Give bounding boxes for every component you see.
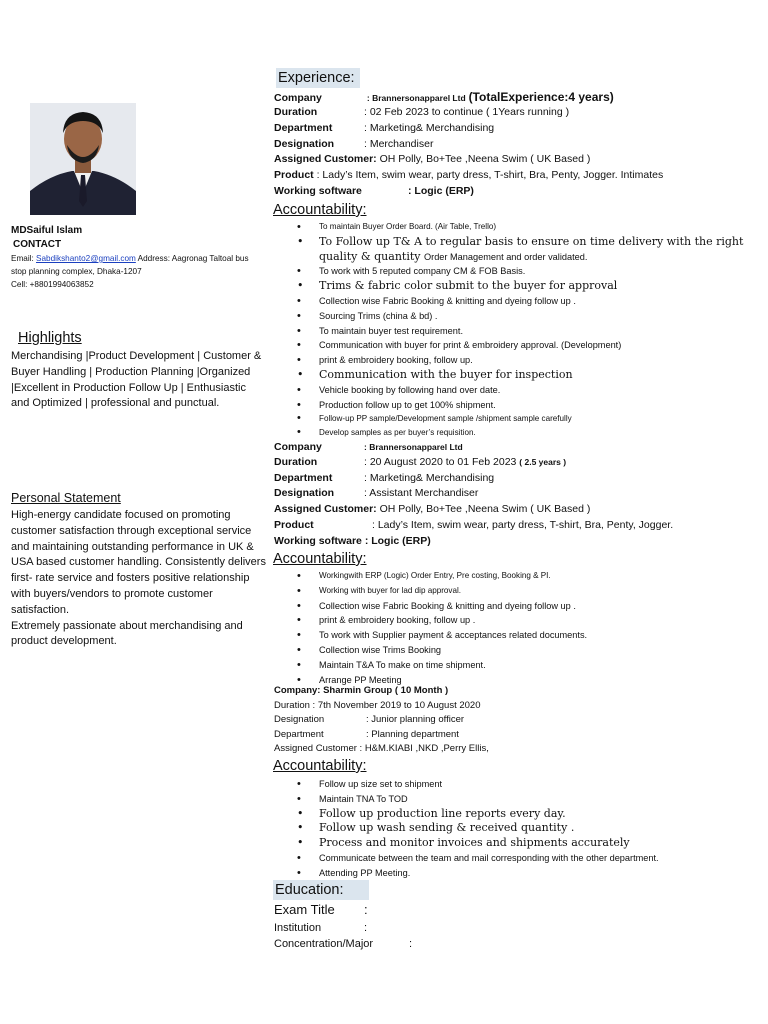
list-item: • Maintain TNA To TOD: [297, 792, 747, 807]
job3-designation-row: [274, 714, 464, 725]
job1-designation-row: [274, 138, 433, 150]
list-item: • Collection wise Fabric Booking & knitting and dyeing follow up .: [297, 294, 747, 309]
job2-designation-row: [274, 487, 478, 499]
job1-product-row: [274, 169, 663, 181]
company-key: Company: [274, 92, 322, 104]
job1-customer-row: [274, 153, 590, 165]
experience-heading: Experience:: [276, 68, 360, 88]
software-key: Working software: [274, 185, 362, 197]
product-value: : Lady’s Item, swim wear, party dress, T-shirt, Bra, Penty, Jogger. Intimates: [313, 169, 664, 181]
list-item: • To maintain buyer test requirement.: [297, 324, 747, 339]
duration-extra: ( 2.5 years ): [519, 457, 567, 467]
job2-product-row: [274, 519, 673, 531]
company-value: : Brannersonapparel Ltd: [364, 442, 463, 452]
designation-key: Designation: [274, 714, 325, 725]
job1-department-row: [274, 122, 494, 134]
product-key: Product: [274, 519, 314, 531]
customer-key: Assigned Customer:: [274, 503, 377, 515]
designation-key: Designation: [274, 487, 335, 499]
personal-statement-paragraph: High-energy candidate focused on promoting customer satisfaction through exceptional service and maintaining outstanding performance in UK & USA based customer handling. Consistently delivers first- rate service and fosters positive relationship with buyers/vendors to promote customer satisfaction.: [11, 509, 266, 616]
company-value: Sharmin Group ( 10 Month ): [320, 685, 449, 696]
list-item: • Attending PP Meeting.: [297, 866, 747, 881]
concentration-row: [274, 938, 412, 954]
duration-key: Duration: [274, 106, 318, 118]
education-heading: Education:: [273, 880, 369, 900]
job3-customer-row: Assigned Customer : H&M.KIABI ,NKD ,Perry Ellis,: [274, 743, 489, 754]
list-item: • Follow-up PP sample/Development sample /shipment sample carefully: [297, 412, 747, 426]
designation-value: : Junior planning officer: [366, 714, 465, 725]
job1-duty-list: [297, 220, 747, 439]
concentration-value: :: [409, 938, 413, 950]
software-key: Working software : Logic (ERP): [274, 535, 431, 547]
job3-department-row: [274, 729, 459, 740]
job2-customer-row: [274, 503, 590, 515]
customer-value: OH Polly, Bo+Tee ,Neena Swim ( UK Based ): [376, 503, 591, 515]
list-item: • To maintain Buyer Order Board. (Air Table, Trello): [297, 220, 747, 235]
list-item: • Process and monitor invoices and shipments accurately: [297, 836, 747, 851]
exam-title-value: :: [364, 902, 368, 917]
list-item: • Communication with buyer for print & embroidery approval. (Development): [297, 338, 747, 353]
company-key: Company:: [274, 685, 321, 696]
contact-label: CONTACT: [13, 239, 62, 250]
product-key: Product: [274, 169, 314, 181]
personal-statement-text: [11, 508, 266, 650]
department-value: : Planning department: [366, 729, 459, 740]
job3-company-row: [274, 685, 448, 696]
list-item: • Follow up wash sending & received quantity .: [297, 821, 747, 836]
list-item: • Follow up production line reports every day.: [297, 807, 747, 822]
accountability-heading: Accountability:: [273, 758, 367, 774]
department-key: Department: [274, 122, 333, 134]
designation-value: : Assistant Merchandiser: [364, 487, 479, 499]
department-key: Department: [274, 472, 333, 484]
contact-details: [11, 252, 261, 291]
exam-title-row: [274, 902, 412, 922]
job1-software-row: [274, 185, 474, 197]
list-item: • Trims & fabric color submit to the buyer for approval: [297, 279, 747, 294]
list-item: • Communication with the buyer for inspection: [297, 368, 747, 383]
list-item: • Working with buyer for lad dip approval.: [297, 584, 747, 599]
job2-department-row: [274, 472, 494, 484]
profile-photo: [30, 103, 136, 215]
customer-value: OH Polly, Bo+Tee ,Neena Swim ( UK Based ): [376, 153, 591, 165]
list-item: • To Follow up T& A to regular basis to ensure on time delivery with the right quality & quantity Order Management and order validated.: [297, 235, 747, 265]
customer-key: Assigned Customer:: [274, 153, 377, 165]
concentration-key: Concentration/Major: [274, 938, 374, 950]
candidate-name: MDSaiful Islam: [11, 225, 83, 236]
product-value: : Lady’s Item, swim wear, party dress, T-shirt, Bra, Penty, Jogger.: [372, 519, 674, 531]
personal-statement-heading: Personal Statement: [11, 491, 121, 505]
job2-company-row: [274, 441, 463, 453]
department-value: : Marketing& Merchandising: [364, 472, 495, 484]
exam-title-key: Exam Title: [274, 902, 335, 917]
person-photo-icon: [30, 103, 136, 215]
list-item: • print & embroidery booking, follow up .: [297, 613, 747, 628]
list-item: • Workingwith ERP (Logic) Order Entry, Pre costing, Booking & PI.: [297, 569, 747, 584]
job2-duty-list: [297, 569, 747, 687]
address-text: Aagronag Taltoal bus stop planning complex, Dhaka-1207: [11, 254, 249, 276]
list-item: • Develop samples as per buyer’s requisition.: [297, 426, 747, 440]
list-item: • Collection wise Trims Booking: [297, 643, 747, 658]
job1-company-row: [274, 90, 614, 104]
list-item: • Communicate between the team and mail corresponding with the other department.: [297, 851, 747, 866]
company-value: : Brannersonapparel Ltd: [366, 93, 466, 103]
list-item: • To work with 5 reputed company CM & FOB Basis.: [297, 264, 747, 279]
job2-software-row: [274, 535, 431, 547]
job3-duty-list: [297, 777, 747, 881]
designation-value: : Merchandiser: [364, 138, 434, 150]
list-item: • Vehicle booking by following hand over date.: [297, 383, 747, 398]
company-key: Company: [274, 441, 322, 453]
highlights-text: Merchandising |Product Development | Customer & Buyer Handling | Production Planning |Organized |Excellent in Production Follow Up | Enthusiastic and Optimized | professional and punctual.: [11, 350, 262, 410]
accountability-heading: Accountability:: [273, 202, 367, 218]
job3-duration-row: Duration : 7th November 2019 to 10 August 2020: [274, 700, 481, 711]
email-link[interactable]: Sabdikshanto2@gmail.com: [36, 254, 136, 263]
email-label: Email:: [11, 254, 34, 263]
personal-statement-paragraph: Extremely passionate about merchandising and product development.: [11, 619, 243, 648]
institution-value: :: [364, 922, 368, 934]
duration-key: Duration: [274, 456, 318, 468]
list-item: • To work with Supplier payment & acceptances related documents.: [297, 628, 747, 643]
total-experience: (TotalExperience:4 years): [468, 90, 614, 104]
job2-duration-row: [274, 456, 566, 468]
job1-duration-row: [274, 106, 569, 118]
cell-number: Cell: +8801994063852: [11, 280, 94, 289]
software-value: : Logic (ERP): [408, 185, 474, 197]
duration-value: : 20 August 2020 to 01 Feb 2023: [364, 456, 517, 468]
accountability-heading: Accountability:: [273, 551, 367, 567]
highlights-heading: Highlights: [18, 330, 82, 346]
list-item: • Follow up size set to shipment: [297, 777, 747, 792]
list-item: • Maintain T&A To make on time shipment.: [297, 658, 747, 673]
institution-row: [274, 922, 412, 938]
list-item: • Production follow up to get 100% shipment.: [297, 398, 747, 413]
address-label: Address:: [137, 254, 170, 263]
department-value: : Marketing& Merchandising: [364, 122, 495, 134]
list-item: • print & embroidery booking, follow up.: [297, 353, 747, 368]
list-item: • Collection wise Fabric Booking & knitting and dyeing follow up .: [297, 599, 747, 614]
duration-value: : 02 Feb 2023 to continue ( 1Years running ): [364, 106, 570, 118]
institution-key: Institution: [274, 922, 322, 934]
list-item: • Sourcing Trims (china & bd) .: [297, 309, 747, 324]
designation-key: Designation: [274, 138, 335, 150]
list-item: • Arrange PP Meeting: [297, 673, 747, 688]
department-key: Department: [274, 729, 324, 740]
education-details: [274, 902, 412, 954]
